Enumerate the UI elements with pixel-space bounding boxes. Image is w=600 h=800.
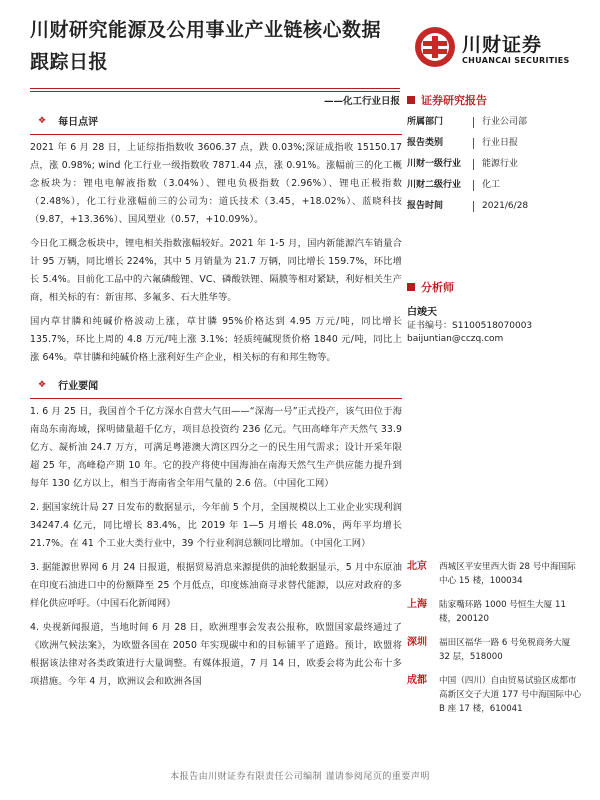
info-row: 报告时间 2021/6/28	[407, 201, 529, 211]
main-column	[30, 113, 402, 697]
diamond-bullet-icon: ❖	[38, 115, 47, 126]
square-bullet-icon	[407, 96, 415, 104]
header-rule-thin	[30, 91, 400, 92]
paragraph: 2021 年 6 月 28 日，上证综指指数收 3606.37 点，跌 0.03%;深证成指收 15150.17 点，涨 0.98%; wind 化工行业一级指数收 7871.44 点，涨 0.91%。涨幅前三的化工概念板块为：锂电电解液指数（3.04%）、锂电负极指数（2.96%）、锂电正极指数（2.48%），化工行业涨幅前三的公司为：道氏技术（3.45，+18.02%）、蓝晓科技（9.87，+13.36%）、国风塑业（0.57，+10.09%）。	[30, 142, 402, 225]
office-shanghai: 上海 陆家嘴环路 1000 号恒生大厦 11 楼，200120	[407, 599, 566, 624]
header-rule	[30, 88, 400, 89]
info-row: 川财二级行业 化工	[407, 180, 501, 190]
news-item: 4. 央视新闻报道，当地时间 6 月 28 日，欧洲理事会发表公报称，欧盟国家最终通过了《欧洲气候法案》，为欧盟各国在 2050 年实现碳中和的目标铺平了道路。预计，欧盟将根据该法律对各类政策进行大量调整。有媒体报道，7 月 14 日，欧委会将为此公布十多项措施。今年 4 月，欧洲议会和欧洲各国	[30, 622, 402, 687]
logo-mark-icon	[414, 26, 456, 68]
info-row: 所属部门 行业公司部	[407, 117, 528, 127]
analyst-info	[407, 305, 582, 346]
section-rule	[30, 398, 402, 399]
analyst-email[interactable]: baijuntian@cczq.com	[407, 334, 504, 344]
sidebar	[407, 92, 582, 726]
analyst-cert: 证书编号：S1100518070003	[407, 321, 533, 331]
company-logo	[414, 26, 584, 72]
news-item: 1. 6 月 25 日，我国首个千亿方深水自营大气田——“深海一号”正式投产，该气田位于海南岛东南海域，探明储量超千亿方，项目总投资约 236 亿元。气田高峰年产天然气 33.9 亿方、凝析油 24.7 万方，可满足粤港澳大湾区四分之一的民生用气需求；设计开采年限超 25 年，高峰稳产期 10 年。它的投产将使中国海油在南海天然气生产供应能力提升到每年 130 亿方以上，相当于海南省全年用气量的 2.6 倍。（中国化工网）	[30, 406, 402, 489]
logo-text-cn: 川财证券	[462, 34, 543, 56]
section-title: 行业要闻	[58, 381, 99, 392]
info-row: 川财一级行业 能源行业	[407, 159, 519, 169]
section-heading-daily-review	[38, 113, 402, 128]
office-shenzhen: 深圳 福田区福华一路 6 号免税商务大厦 32 层，518000	[407, 637, 571, 662]
report-title: 川财研究能源及公用事业产业链核心数据跟踪日报	[30, 19, 382, 73]
square-bullet-icon	[407, 283, 415, 291]
office-beijing: 北京 西城区平安里西大街 28 号中海国际中心 15 楼，100034	[407, 561, 576, 586]
section-title: 每日点评	[58, 117, 99, 128]
news-item: 2. 据国家统计局 27 日发布的数据显示，今年前 5 个月，全国规模以上工业企业实现利润 34247.4 亿元，同比增长 83.4%，比 2019 年 1—5 月增长 48.0%，两年平均增长 21.7%。在 41 个工业大类行业中，39 个行业利润总额同比增加。（中国化工网）	[30, 502, 402, 549]
diamond-bullet-icon: ❖	[38, 379, 47, 390]
paragraph: 国内草甘膦和纯碱价格波动上涨，草甘膦 95%价格达到 4.95 万元/吨，同比增长 135.7%，环比上周的 4.8 万元/吨上涨 3.1%；轻质纯碱现货价格 1840 元/吨，同比上涨 64%。草甘膦和纯碱价格上涨利好生产企业，相关标的有和邦生物等。	[30, 316, 402, 363]
section-heading-industry-news	[38, 377, 402, 392]
section-rule	[30, 134, 402, 135]
report-type: ——化工行业日报	[323, 96, 400, 107]
analyst-heading: 分析师	[407, 279, 582, 295]
paragraph: 今日化工概念板块中，锂电相关指数涨幅较好。2021 年 1-5 月，国内新能源汽车销量合计 95 万辆，同比增长 224%，其中 5 月销量为 21.7 万辆，同比增长 159.7%，环比增长 5.4%。目前化工品中的六氟磷酸锂、VC、磷酸铁锂、隔膜等相对紧缺，利好相关生产商，相关标的有：新宙邦、多氟多、石大胜华等。	[30, 238, 402, 303]
logo-text-en: CHUANCAI SECURITIES	[462, 56, 570, 65]
news-item: 3. 据能源世界网 6 月 24 日报道，根据贸易消息来源提供的油轮数据显示，5 月中东原油在印度石油进口中的份额降至 25 个月低点，印度炼油商寻求替代能源，以应对政府的多样化供应呼吁。（中国石化新闻网）	[30, 562, 402, 609]
info-row: 报告类别 行业日报	[407, 138, 519, 148]
page-footer: 本报告由川财证券有限责任公司编制 谨请参阅尾页的重要声明	[170, 772, 430, 782]
analyst-name: 白竣天	[407, 307, 437, 318]
office-chengdu: 成都 中国（四川）自由贸易试验区成都市高新区交子大道 177 号中海国际中心 B 座 17 楼，610041	[407, 675, 582, 714]
report-heading: 证券研究报告	[407, 92, 582, 108]
office-list	[407, 560, 582, 716]
